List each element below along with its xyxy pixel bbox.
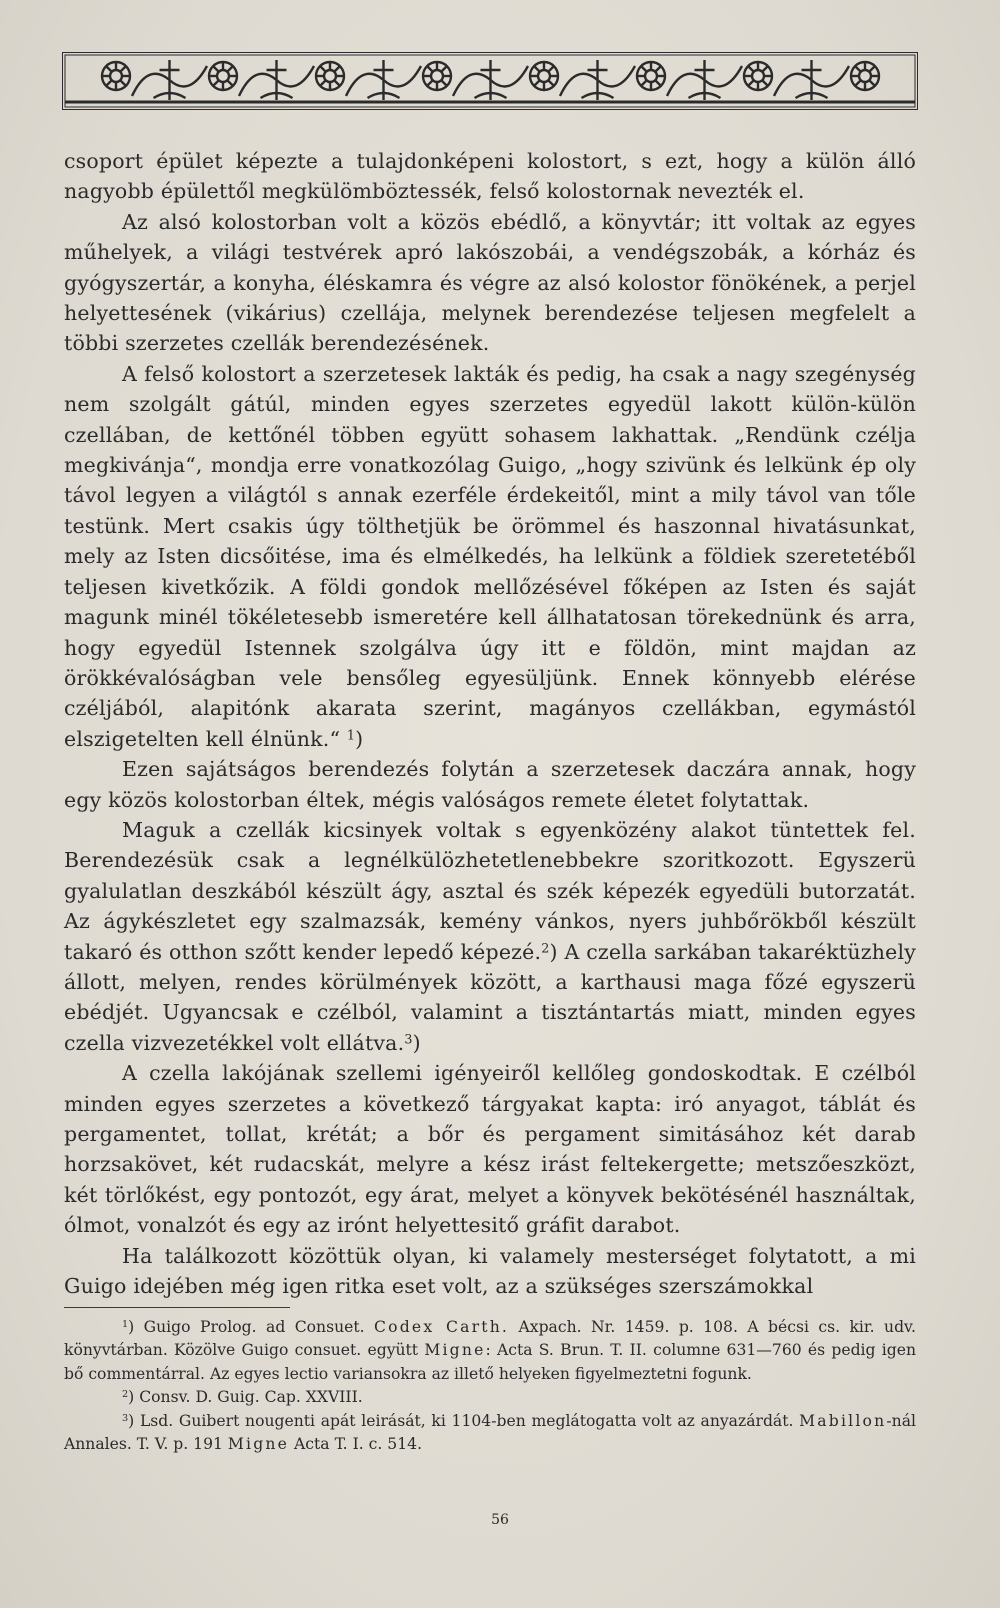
footnote-ref: 3 — [404, 1031, 413, 1047]
page-number: 56 — [491, 1512, 509, 1528]
vine-motif — [667, 60, 742, 100]
floral-border-ornament-icon — [62, 52, 918, 110]
vine-motif — [453, 60, 528, 100]
rosette-motif — [851, 62, 879, 90]
main-text — [64, 146, 916, 1301]
paragraph: Az alsó kolostorban volt a közös ebédlő, a könyvtár; itt voltak az egyes műhelyek, a világi testvérek apró lakószobái, a vendégszobák, a kórház és gyógyszertár, a konyha, éléskamra és végre az alsó kolostor fönökének, a perjel helyettesének (vikárius) czellája, melynek berendezése teljesen megfelelt a többi szerzetes czellák berendezésének. — [64, 209, 916, 356]
footnote-divider — [64, 1307, 290, 1308]
rosette-motif — [637, 62, 665, 90]
vine-motif — [560, 60, 635, 100]
rosette-motif — [423, 62, 451, 90]
rosette-motif — [316, 62, 344, 90]
footnotes — [64, 1316, 916, 1456]
paragraph: A felső kolostort a szerzetesek lakták és pedig, ha csak a nagy szegénység nem szolgált gátúl, minden egyes szerzetes egyedül lakott külön-külön czellában, de kettőnél többen együtt sohasem lakhattak. „Rendünk czélja megkivánja“, mondja erre vonatkozólag Guigo, „hogy szivünk és lelkünk ép oly távol legyen a világtól s annak ezerféle érdekeitől, mint a mily távol van tőle testünk. Mert csakis úgy tölthetjük be örömmel és haszonnal hivatásunkat, mely az Isten dicsőitése, ima és elmélkedés, ha lelkünk a földiek szeretetéből teljesen kivetkőzik. A földi gondok mellőzésével főképen az Isten és saját magunk minél tökéletesebb ismeretére kell állhatatosan törekednünk és arra, hogy egyedül Istennek szolgálva úgy itt e földön, mint majdan az örökkévalóságban vele bensőleg egyesüljünk. Ennek könnyebb elérése czéljából, alapitónk akarata szerint, magányos czellákban, egymástól elszigetelten kell élnünk.“ $^1$) — [64, 361, 916, 751]
paragraph: Ezen sajátságos berendezés folytán a szerzetesek daczára annak, hogy egy közös kolostorban éltek, mégis valóságos remete életet folytattak. — [64, 757, 916, 812]
rosette-motif — [744, 62, 772, 90]
rosette-motif — [102, 62, 130, 90]
paragraph: csoport épület képezte a tulajdonképeni kolostort, s ezt, hogy a külön álló nagyobb épülettől megkülömböztessék, felső kolostornak nevezték el. — [64, 149, 916, 204]
vine-motif — [132, 60, 207, 100]
footnote-ref: 2 — [541, 940, 550, 956]
paragraph: A czella lakójának szellemi igényeiről kellőleg gondoskodtak. E czélból minden egyes szerzetes a következő tárgyakat kapta: iró anyagot, táblát és pergamentet, tollat, krétát; a bőr és pergament simitásához két darab horzsakövet, két rudacskát, melyre a kész irást feltekergette; metszőeszközt, két törlőkést, egy pontozót, egy árat, melyet a könyvek bekötésénél használtak, ólmot, vonalzót és egy az irónt helyettesitő gráfit darabot. — [64, 1061, 916, 1238]
vine-motif — [774, 60, 849, 100]
footnote-ref: 1 — [346, 727, 356, 743]
vine-motif — [346, 60, 421, 100]
vine-motif — [239, 60, 314, 100]
footnote-1: $^1$) Guigo Prolog. ad Consuet. Codex Carth. Axpach. Nr. 1459. p. 108. A bécsi cs. kir. udv. könyvtárban. Közölve Guigo consuet. együtt Migne: Acta S. Brun. T. II. columne 631—760 és pedig igen bő commentárral. Az egyes lectio variansokra az illető helyeken figyelmeztetni fogunk. — [64, 1318, 916, 1383]
footnote-2: $^2$) Consv. D. Guig. Cap. XXVIII. — [122, 1388, 363, 1407]
rosette-motif — [530, 62, 558, 90]
rosette-motif — [209, 62, 237, 90]
paragraph: Maguk a czellák kicsinyek voltak s egyenközény alakot tüntettek fel. Berendezésük csak a legnélkülözhetetlenebbekre szoritkozott. Egyszerü gyalulatlan deszkából készült ágy, asztal és szék képezék egyedüli butorzatát. Az ágykészletet egy szalmazsák, kemény vánkos, nyers juhbőrökből készült takaró és otthon szőtt kender lepedő képezé.$^2$) A czella sarkában takaréktüzhely állott, melyen, rendes körülmények között, a karthausi maga főzé egyszerü ebédjét. Ugyancsak e czélból, valamint a tisztántartás miatt, minden egyes czella vizvezetékkel volt ellátva.$^3$) — [64, 817, 916, 1055]
footnote-3: $^3$) Lsd. Guibert nougenti apát leirását, ki 1104-ben meglátogatta volt az anyazárdát. Mabillon-nál Annales. T. V. p. 191 Migne Acta T. I. c. 514. — [64, 1411, 916, 1454]
paragraph: Ha találkozott közöttük olyan, ki valamely mesterséget folytatott, a mi Guigo idejében még igen ritka eset volt, az a szükséges szerszámokkal — [64, 1243, 916, 1299]
